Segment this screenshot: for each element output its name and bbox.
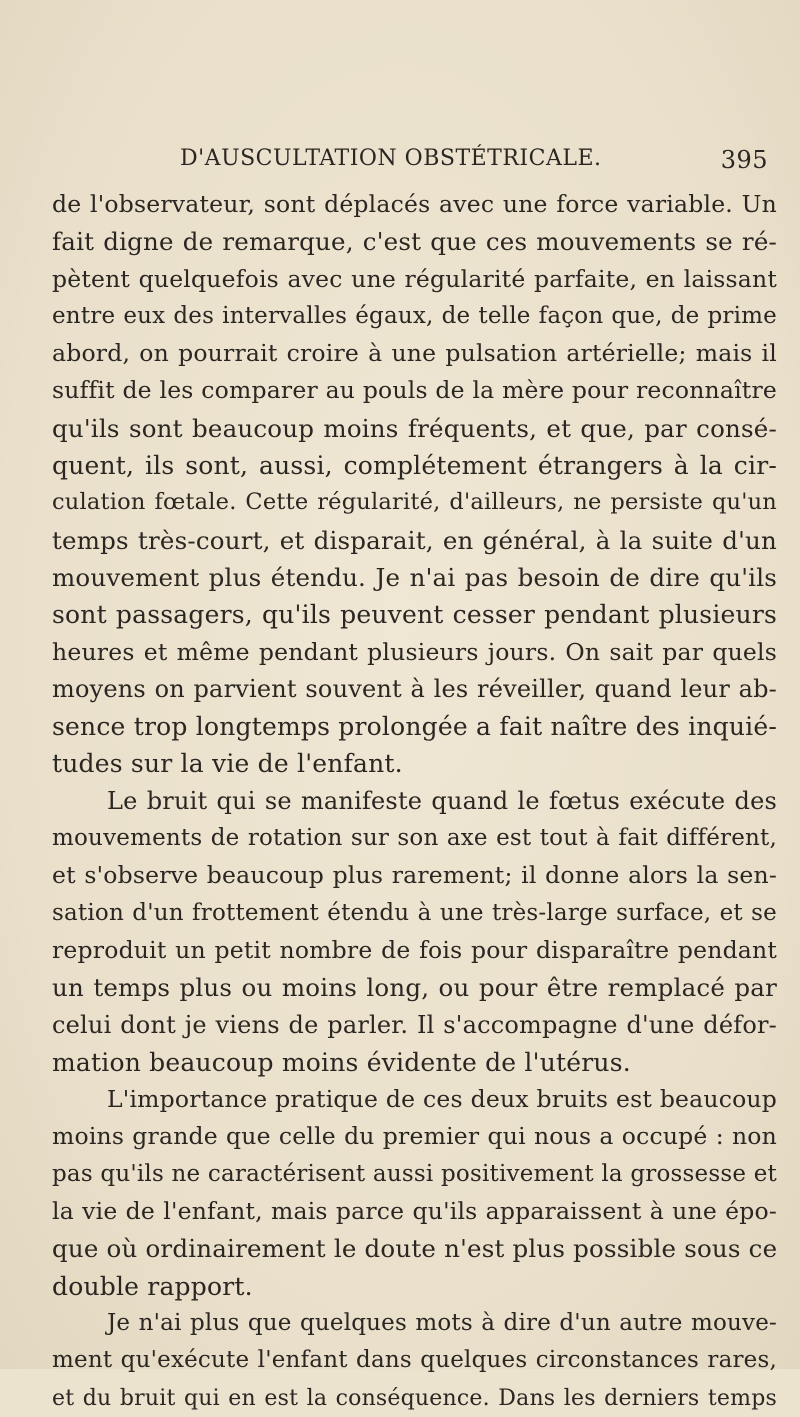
- text-line: quent, ils sont, aussi, complétement étrangers à la cir-: [52, 451, 777, 481]
- text-line: mouvements de rotation sur son axe est tout à fait différent,: [52, 825, 777, 852]
- text-line: double rapport.: [52, 1271, 253, 1301]
- text-line: sont passagers, qu'ils peuvent cesser pendant plusieurs: [52, 600, 777, 630]
- text-line: qu'ils sont beaucoup moins fréquents, et que, par consé-: [52, 413, 777, 443]
- text-line: reproduit un petit nombre de fois pour disparaître pendant: [52, 935, 777, 964]
- text-line: culation fœtale. Cette régularité, d'ailleurs, ne persiste qu'un: [52, 489, 777, 516]
- text-line: L'importance pratique de ces deux bruits est beaucoup: [107, 1085, 777, 1114]
- text-line: la vie de l'enfant, mais parce qu'ils apparaissent à une épo-: [52, 1197, 777, 1226]
- text-line: mouvement plus étendu. Je n'ai pas besoin de dire qu'ils: [52, 562, 777, 592]
- page-number: 395: [720, 146, 768, 174]
- text-line: suffit de les comparer au pouls de la mère pour reconnaître: [52, 376, 777, 405]
- page-header: [180, 146, 780, 180]
- text-line: celui dont je viens de parler. Il s'accompagne d'une défor-: [52, 1010, 777, 1039]
- body-text: [52, 186, 777, 1417]
- text-line: fait digne de remarque, c'est que ces mouvements se ré-: [52, 227, 777, 257]
- text-line: sation d'un frottement étendu à une très-large surface, et se: [52, 899, 777, 926]
- text-line: pètent quelquefois avec une régularité parfaite, en laissant: [52, 264, 777, 293]
- text-line: que où ordinairement le doute n'est plus possible sous ce: [52, 1234, 778, 1264]
- text-line: temps très-court, et disparait, en général, à la suite d'un: [52, 525, 777, 555]
- text-line: Je n'ai plus que quelques mots à dire d'un autre mouve-: [107, 1309, 777, 1336]
- text-line: pas qu'ils ne caractérisent aussi positivement la grossesse et: [52, 1160, 777, 1187]
- text-line: un temps plus ou moins long, ou pour être remplacé par: [52, 973, 777, 1003]
- text-line: abord, on pourrait croire à une pulsation artérielle; mais il: [52, 339, 777, 368]
- text-line: et du bruit qui en est la conséquence. Dans les derniers temps: [52, 1385, 777, 1411]
- text-line: mation beaucoup moins évidente de l'utérus.: [52, 1047, 631, 1077]
- text-line: entre eux des intervalles égaux, de telle façon que, de prime: [52, 302, 777, 329]
- text-line: sence trop longtemps prolongée a fait naître des inquié-: [52, 712, 777, 742]
- running-title: D'AUSCULTATION OBSTÉTRICALE.: [180, 146, 602, 171]
- text-line: tudes sur la vie de l'enfant.: [52, 749, 403, 779]
- text-line: moins grande que celle du premier qui nous a occupé : non: [52, 1122, 777, 1151]
- text-line: et s'observe beaucoup plus rarement; il donne alors la sen-: [52, 861, 777, 890]
- text-line: ment qu'exécute l'enfant dans quelques circonstances rares,: [52, 1347, 777, 1374]
- text-line: heures et même pendant plusieurs jours. On sait par quels: [52, 637, 777, 666]
- text-line: Le bruit qui se manifeste quand le fœtus exécute des: [107, 786, 777, 815]
- text-line: moyens on parvient souvent à les réveiller, quand leur ab-: [52, 674, 777, 703]
- text-line: de l'observateur, sont déplacés avec une force variable. Un: [52, 190, 777, 218]
